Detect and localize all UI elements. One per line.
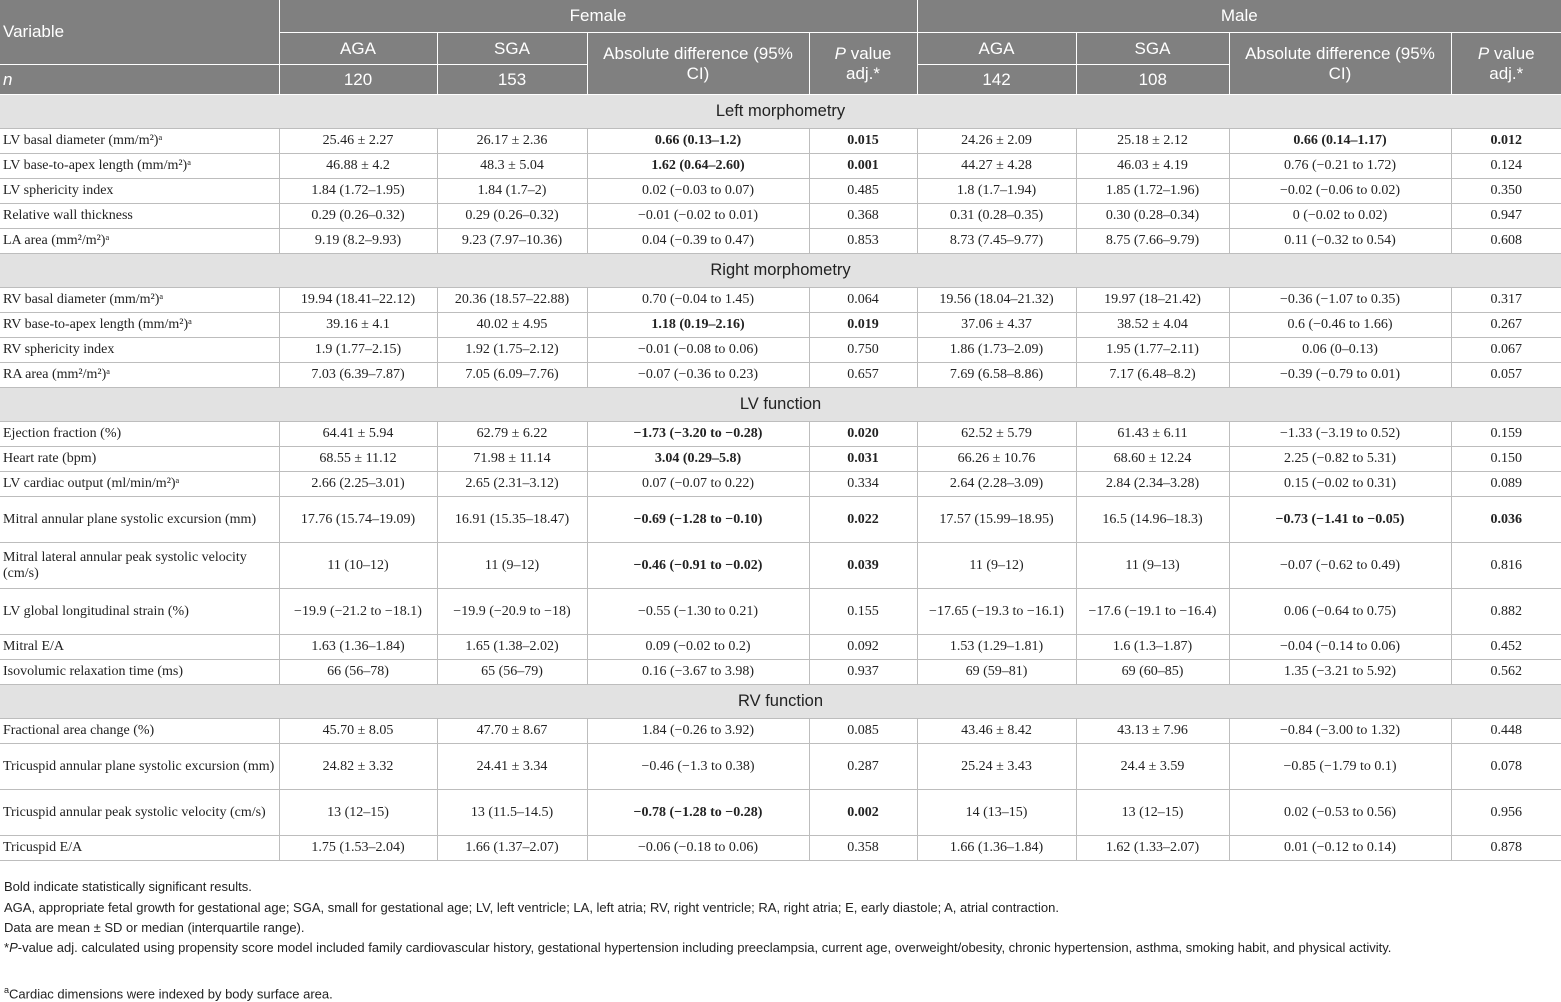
f-p-cell: 0.853	[809, 229, 917, 254]
f-diff-cell: 0.66 (0.13–1.2)	[587, 129, 809, 154]
footnote-p-text: -value adj. calculated using propensity score model included family cardiovascular history, gestational hypertension including preeclampsia, current age, overweight/obesity, chronic hypertension, asthma, smoking habit, and physical activity.	[17, 940, 1392, 955]
m-sga-cell: 1.62 (1.33–2.07)	[1076, 836, 1229, 861]
f-p-cell: 0.485	[809, 179, 917, 204]
f-sga-cell: 11 (9–12)	[437, 543, 587, 589]
n-female-aga: 120	[279, 65, 437, 95]
m-diff-cell: 0 (−0.02 to 0.02)	[1229, 204, 1451, 229]
section-title: Right morphometry	[0, 254, 1561, 288]
m-diff-cell: −0.04 (−0.14 to 0.06)	[1229, 635, 1451, 660]
f-diff-cell: 0.09 (−0.02 to 0.2)	[587, 635, 809, 660]
f-p-cell: 0.064	[809, 288, 917, 313]
footnote-indexed	[4, 982, 1561, 1002]
footnote-p-label: P	[9, 940, 18, 955]
female-sga-header: SGA	[437, 33, 587, 65]
m-diff-cell: −0.36 (−1.07 to 0.35)	[1229, 288, 1451, 313]
f-aga-cell: 2.66 (2.25–3.01)	[279, 472, 437, 497]
female-aga-header: AGA	[279, 33, 437, 65]
m-p-cell: 0.036	[1451, 497, 1561, 543]
m-sga-cell: 7.17 (6.48–8.2)	[1076, 363, 1229, 388]
variable-cell: Heart rate (bpm)	[0, 447, 279, 472]
m-aga-cell: 1.66 (1.36–1.84)	[917, 836, 1076, 861]
m-aga-cell: 1.8 (1.7–1.94)	[917, 179, 1076, 204]
section-header-row	[0, 685, 1561, 719]
m-aga-cell: 25.24 ± 3.43	[917, 744, 1076, 790]
m-sga-cell: 25.18 ± 2.12	[1076, 129, 1229, 154]
m-p-cell: 0.816	[1451, 543, 1561, 589]
m-sga-cell: 1.95 (1.77–2.11)	[1076, 338, 1229, 363]
f-aga-cell: 19.94 (18.41–22.12)	[279, 288, 437, 313]
variable-cell: Mitral annular plane systolic excursion (mm)	[0, 497, 279, 543]
n-male-sga: 108	[1076, 65, 1229, 95]
f-sga-cell: −19.9 (−20.9 to −18)	[437, 589, 587, 635]
f-sga-cell: 1.66 (1.37–2.07)	[437, 836, 587, 861]
m-sga-cell: 43.13 ± 7.96	[1076, 719, 1229, 744]
f-diff-cell: 0.16 (−3.67 to 3.98)	[587, 660, 809, 685]
f-p-cell: 0.085	[809, 719, 917, 744]
m-sga-cell: 11 (9–13)	[1076, 543, 1229, 589]
f-sga-cell: 16.91 (15.35–18.47)	[437, 497, 587, 543]
m-aga-cell: 7.69 (6.58–8.86)	[917, 363, 1076, 388]
table-row	[0, 338, 1561, 363]
m-diff-cell: 2.25 (−0.82 to 5.31)	[1229, 447, 1451, 472]
m-aga-cell: 62.52 ± 5.79	[917, 422, 1076, 447]
table-body	[0, 95, 1561, 861]
m-aga-cell: 43.46 ± 8.42	[917, 719, 1076, 744]
male-pvalue-header: P value adj.*	[1451, 33, 1561, 95]
table-row	[0, 660, 1561, 685]
section-title: LV function	[0, 388, 1561, 422]
f-aga-cell: 24.82 ± 3.32	[279, 744, 437, 790]
f-aga-cell: 7.03 (6.39–7.87)	[279, 363, 437, 388]
f-aga-cell: 45.70 ± 8.05	[279, 719, 437, 744]
m-p-cell: 0.089	[1451, 472, 1561, 497]
table-row	[0, 363, 1561, 388]
female-pvalue-header: P value adj.*	[809, 33, 917, 95]
f-aga-cell: 0.29 (0.26–0.32)	[279, 204, 437, 229]
m-p-cell: 0.350	[1451, 179, 1561, 204]
m-diff-cell: −0.85 (−1.79 to 0.1)	[1229, 744, 1451, 790]
n-male-aga: 142	[917, 65, 1076, 95]
m-aga-cell: 1.53 (1.29–1.81)	[917, 635, 1076, 660]
n-label: n	[0, 65, 279, 95]
m-p-cell: 0.452	[1451, 635, 1561, 660]
m-diff-cell: −0.84 (−3.00 to 1.32)	[1229, 719, 1451, 744]
f-p-cell: 0.937	[809, 660, 917, 685]
m-diff-cell: 0.02 (−0.53 to 0.56)	[1229, 790, 1451, 836]
variable-cell: LV global longitudinal strain (%)	[0, 589, 279, 635]
f-aga-cell: 46.88 ± 4.2	[279, 154, 437, 179]
f-p-cell: 0.020	[809, 422, 917, 447]
variable-cell: Mitral E/A	[0, 635, 279, 660]
m-p-cell: 0.057	[1451, 363, 1561, 388]
table-row	[0, 154, 1561, 179]
f-p-cell: 0.368	[809, 204, 917, 229]
f-aga-cell: 11 (10–12)	[279, 543, 437, 589]
footnote-a-text: Cardiac dimensions were indexed by body surface area.	[9, 986, 333, 1002]
section-title: Left morphometry	[0, 95, 1561, 129]
m-aga-cell: 37.06 ± 4.37	[917, 313, 1076, 338]
table-row	[0, 129, 1561, 154]
m-aga-cell: 17.57 (15.99–18.95)	[917, 497, 1076, 543]
table-row	[0, 472, 1561, 497]
f-aga-cell: 39.16 ± 4.1	[279, 313, 437, 338]
f-diff-cell: 1.18 (0.19–2.16)	[587, 313, 809, 338]
variable-cell: Tricuspid E/A	[0, 836, 279, 861]
table-row	[0, 790, 1561, 836]
m-sga-cell: 69 (60–85)	[1076, 660, 1229, 685]
m-p-cell: 0.150	[1451, 447, 1561, 472]
variable-header: Variable	[0, 0, 279, 65]
f-sga-cell: 65 (56–79)	[437, 660, 587, 685]
table-row	[0, 422, 1561, 447]
m-sga-cell: 68.60 ± 12.24	[1076, 447, 1229, 472]
m-sga-cell: 46.03 ± 4.19	[1076, 154, 1229, 179]
section-title: RV function	[0, 685, 1561, 719]
variable-cell: Tricuspid annular plane systolic excursion (mm)	[0, 744, 279, 790]
variable-cell: LV basal diameter (mm/m²)ᵃ	[0, 129, 279, 154]
f-aga-cell: 1.63 (1.36–1.84)	[279, 635, 437, 660]
f-aga-cell: 17.76 (15.74–19.09)	[279, 497, 437, 543]
variable-cell: RV sphericity index	[0, 338, 279, 363]
m-diff-cell: 0.76 (−0.21 to 1.72)	[1229, 154, 1451, 179]
m-diff-cell: −1.33 (−3.19 to 0.52)	[1229, 422, 1451, 447]
f-diff-cell: 0.04 (−0.39 to 0.47)	[587, 229, 809, 254]
f-diff-cell: 1.84 (−0.26 to 3.92)	[587, 719, 809, 744]
f-p-cell: 0.287	[809, 744, 917, 790]
m-diff-cell: −0.07 (−0.62 to 0.49)	[1229, 543, 1451, 589]
f-p-cell: 0.092	[809, 635, 917, 660]
m-diff-cell: 0.06 (0–0.13)	[1229, 338, 1451, 363]
variable-cell: Fractional area change (%)	[0, 719, 279, 744]
m-aga-cell: 19.56 (18.04–21.32)	[917, 288, 1076, 313]
f-p-cell: 0.155	[809, 589, 917, 635]
f-diff-cell: −0.78 (−1.28 to −0.28)	[587, 790, 809, 836]
m-sga-cell: 2.84 (2.34–3.28)	[1076, 472, 1229, 497]
m-p-cell: 0.878	[1451, 836, 1561, 861]
footnote-pvalue	[4, 940, 1561, 956]
f-diff-cell: −0.46 (−1.3 to 0.38)	[587, 744, 809, 790]
table-row	[0, 589, 1561, 635]
f-sga-cell: 47.70 ± 8.67	[437, 719, 587, 744]
f-aga-cell: −19.9 (−21.2 to −18.1)	[279, 589, 437, 635]
table-row	[0, 719, 1561, 744]
f-diff-cell: 0.70 (−0.04 to 1.45)	[587, 288, 809, 313]
f-diff-cell: −0.06 (−0.18 to 0.06)	[587, 836, 809, 861]
male-pvalue-italic: P	[1477, 43, 1490, 63]
m-diff-cell: −0.73 (−1.41 to −0.05)	[1229, 497, 1451, 543]
m-p-cell: 0.448	[1451, 719, 1561, 744]
variable-cell: Mitral lateral annular peak systolic velocity (cm/s)	[0, 543, 279, 589]
f-sga-cell: 9.23 (7.97–10.36)	[437, 229, 587, 254]
table-row	[0, 447, 1561, 472]
f-p-cell: 0.001	[809, 154, 917, 179]
m-sga-cell: −17.6 (−19.1 to −16.4)	[1076, 589, 1229, 635]
table-row	[0, 744, 1561, 790]
f-sga-cell: 40.02 ± 4.95	[437, 313, 587, 338]
f-p-cell: 0.022	[809, 497, 917, 543]
m-aga-cell: 24.26 ± 2.09	[917, 129, 1076, 154]
footnote-a-marker: a	[4, 985, 10, 995]
table-row	[0, 836, 1561, 861]
male-aga-header: AGA	[917, 33, 1076, 65]
m-sga-cell: 16.5 (14.96–18.3)	[1076, 497, 1229, 543]
f-sga-cell: 24.41 ± 3.34	[437, 744, 587, 790]
f-diff-cell: −0.55 (−1.30 to 0.21)	[587, 589, 809, 635]
f-diff-cell: −0.69 (−1.28 to −0.10)	[587, 497, 809, 543]
f-p-cell: 0.019	[809, 313, 917, 338]
m-sga-cell: 1.6 (1.3–1.87)	[1076, 635, 1229, 660]
m-aga-cell: 44.27 ± 4.28	[917, 154, 1076, 179]
m-sga-cell: 24.4 ± 3.59	[1076, 744, 1229, 790]
f-aga-cell: 9.19 (8.2–9.93)	[279, 229, 437, 254]
f-sga-cell: 13 (11.5–14.5)	[437, 790, 587, 836]
variable-cell: RV basal diameter (mm/m²)ᵃ	[0, 288, 279, 313]
f-aga-cell: 64.41 ± 5.94	[279, 422, 437, 447]
m-aga-cell: 2.64 (2.28–3.09)	[917, 472, 1076, 497]
f-p-cell: 0.031	[809, 447, 917, 472]
m-sga-cell: 8.75 (7.66–9.79)	[1076, 229, 1229, 254]
table-row	[0, 497, 1561, 543]
f-sga-cell: 26.17 ± 2.36	[437, 129, 587, 154]
m-diff-cell: −0.02 (−0.06 to 0.02)	[1229, 179, 1451, 204]
m-aga-cell: 8.73 (7.45–9.77)	[917, 229, 1076, 254]
f-p-cell: 0.358	[809, 836, 917, 861]
m-diff-cell: 0.66 (0.14–1.17)	[1229, 129, 1451, 154]
m-diff-cell: −0.39 (−0.79 to 0.01)	[1229, 363, 1451, 388]
f-diff-cell: 3.04 (0.29–5.8)	[587, 447, 809, 472]
table-header	[0, 0, 1561, 95]
variable-cell: LV cardiac output (ml/min/m²)ᵃ	[0, 472, 279, 497]
m-sga-cell: 0.30 (0.28–0.34)	[1076, 204, 1229, 229]
m-aga-cell: 1.86 (1.73–2.09)	[917, 338, 1076, 363]
f-p-cell: 0.015	[809, 129, 917, 154]
m-p-cell: 0.124	[1451, 154, 1561, 179]
table-row	[0, 543, 1561, 589]
f-sga-cell: 1.84 (1.7–2)	[437, 179, 587, 204]
f-sga-cell: 1.65 (1.38–2.02)	[437, 635, 587, 660]
footnote-bold: Bold indicate statistically significant results.	[4, 879, 252, 894]
male-group-header: Male	[917, 0, 1561, 33]
m-p-cell: 0.267	[1451, 313, 1561, 338]
variable-cell: LV sphericity index	[0, 179, 279, 204]
m-p-cell: 0.956	[1451, 790, 1561, 836]
m-p-cell: 0.317	[1451, 288, 1561, 313]
f-diff-cell: −0.01 (−0.08 to 0.06)	[587, 338, 809, 363]
footnote-data: Data are mean ± SD or median (interquartile range).	[4, 920, 305, 935]
f-diff-cell: −1.73 (−3.20 to −0.28)	[587, 422, 809, 447]
m-diff-cell: 0.06 (−0.64 to 0.75)	[1229, 589, 1451, 635]
m-diff-cell: 0.01 (−0.12 to 0.14)	[1229, 836, 1451, 861]
table-row	[0, 288, 1561, 313]
f-sga-cell: 0.29 (0.26–0.32)	[437, 204, 587, 229]
table-row	[0, 204, 1561, 229]
f-aga-cell: 13 (12–15)	[279, 790, 437, 836]
f-diff-cell: −0.07 (−0.36 to 0.23)	[587, 363, 809, 388]
table-row	[0, 635, 1561, 660]
m-aga-cell: −17.65 (−19.3 to −16.1)	[917, 589, 1076, 635]
m-p-cell: 0.078	[1451, 744, 1561, 790]
m-aga-cell: 0.31 (0.28–0.35)	[917, 204, 1076, 229]
male-absdiff-header: Absolute difference (95% CI)	[1229, 33, 1451, 95]
table-row	[0, 179, 1561, 204]
f-sga-cell: 7.05 (6.09–7.76)	[437, 363, 587, 388]
f-diff-cell: 0.02 (−0.03 to 0.07)	[587, 179, 809, 204]
n-female-sga: 153	[437, 65, 587, 95]
variable-cell: Isovolumic relaxation time (ms)	[0, 660, 279, 685]
f-diff-cell: −0.01 (−0.02 to 0.01)	[587, 204, 809, 229]
table-row	[0, 229, 1561, 254]
f-aga-cell: 68.55 ± 11.12	[279, 447, 437, 472]
f-aga-cell: 1.75 (1.53–2.04)	[279, 836, 437, 861]
f-diff-cell: 1.62 (0.64–2.60)	[587, 154, 809, 179]
section-header-row	[0, 95, 1561, 129]
footnote-p-marker: *	[4, 940, 10, 955]
m-sga-cell: 19.97 (18–21.42)	[1076, 288, 1229, 313]
f-aga-cell: 66 (56–78)	[279, 660, 437, 685]
m-diff-cell: 0.6 (−0.46 to 1.66)	[1229, 313, 1451, 338]
m-p-cell: 0.882	[1451, 589, 1561, 635]
f-diff-cell: −0.46 (−0.91 to −0.02)	[587, 543, 809, 589]
f-sga-cell: 48.3 ± 5.04	[437, 154, 587, 179]
m-p-cell: 0.562	[1451, 660, 1561, 685]
table-row	[0, 313, 1561, 338]
m-p-cell: 0.608	[1451, 229, 1561, 254]
f-sga-cell: 2.65 (2.31–3.12)	[437, 472, 587, 497]
m-aga-cell: 66.26 ± 10.76	[917, 447, 1076, 472]
m-p-cell: 0.159	[1451, 422, 1561, 447]
female-absdiff-header: Absolute difference (95% CI)	[587, 33, 809, 95]
variable-cell: RA area (mm²/m²)ᵃ	[0, 363, 279, 388]
m-sga-cell: 38.52 ± 4.04	[1076, 313, 1229, 338]
f-p-cell: 0.750	[809, 338, 917, 363]
variable-cell: LV base-to-apex length (mm/m²)ᵃ	[0, 154, 279, 179]
f-aga-cell: 25.46 ± 2.27	[279, 129, 437, 154]
m-aga-cell: 14 (13–15)	[917, 790, 1076, 836]
f-aga-cell: 1.9 (1.77–2.15)	[279, 338, 437, 363]
m-p-cell: 0.947	[1451, 204, 1561, 229]
f-sga-cell: 20.36 (18.57–22.88)	[437, 288, 587, 313]
variable-cell: Relative wall thickness	[0, 204, 279, 229]
f-sga-cell: 71.98 ± 11.14	[437, 447, 587, 472]
m-diff-cell: 0.11 (−0.32 to 0.54)	[1229, 229, 1451, 254]
variable-cell: RV base-to-apex length (mm/m²)ᵃ	[0, 313, 279, 338]
m-diff-cell: 1.35 (−3.21 to 5.92)	[1229, 660, 1451, 685]
f-p-cell: 0.334	[809, 472, 917, 497]
m-p-cell: 0.067	[1451, 338, 1561, 363]
m-sga-cell: 61.43 ± 6.11	[1076, 422, 1229, 447]
male-sga-header: SGA	[1076, 33, 1229, 65]
f-p-cell: 0.039	[809, 543, 917, 589]
female-group-header: Female	[279, 0, 917, 33]
f-sga-cell: 62.79 ± 6.22	[437, 422, 587, 447]
f-sga-cell: 1.92 (1.75–2.12)	[437, 338, 587, 363]
f-aga-cell: 1.84 (1.72–1.95)	[279, 179, 437, 204]
female-pvalue-italic: P	[834, 43, 846, 63]
footnote-abbreviations: AGA, appropriate fetal growth for gestational age; SGA, small for gestational age; LV, left ventricle; LA, left atria; RV, right ventricle; RA, right atria; E, early diastole; A, atrial contraction.	[4, 900, 1059, 915]
m-p-cell: 0.012	[1451, 129, 1561, 154]
m-sga-cell: 1.85 (1.72–1.96)	[1076, 179, 1229, 204]
m-aga-cell: 11 (9–12)	[917, 543, 1076, 589]
section-header-row	[0, 254, 1561, 288]
m-aga-cell: 69 (59–81)	[917, 660, 1076, 685]
section-header-row	[0, 388, 1561, 422]
variable-cell: Ejection fraction (%)	[0, 422, 279, 447]
f-diff-cell: 0.07 (−0.07 to 0.22)	[587, 472, 809, 497]
m-sga-cell: 13 (12–15)	[1076, 790, 1229, 836]
f-p-cell: 0.002	[809, 790, 917, 836]
variable-cell: LA area (mm²/m²)ᵃ	[0, 229, 279, 254]
m-diff-cell: 0.15 (−0.02 to 0.31)	[1229, 472, 1451, 497]
variable-cell: Tricuspid annular peak systolic velocity (cm/s)	[0, 790, 279, 836]
f-p-cell: 0.657	[809, 363, 917, 388]
